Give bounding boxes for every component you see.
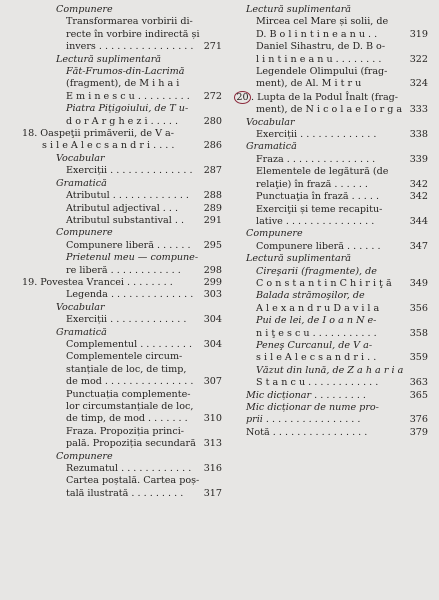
toc-entry: [22, 351, 222, 363]
toc-page-number: 271: [203, 41, 222, 53]
toc-entry: [236, 78, 428, 90]
toc-entry-text: Fraza . . . . . . . . . . . . . . .: [256, 153, 376, 165]
toc-entry: [22, 103, 222, 115]
toc-page-number: 365: [409, 389, 428, 401]
toc-entry: [236, 216, 428, 228]
toc-entry-text: Legenda . . . . . . . . . . . . . .: [66, 289, 194, 301]
toc-entry-text: ment), de Al. M i t r u: [256, 78, 362, 90]
toc-entry: [236, 390, 428, 402]
toc-entry-text: Exerciții . . . . . . . . . . . . .: [256, 129, 377, 141]
toc-entry: [22, 376, 222, 388]
toc-entry-text: l i n t i n e a n u . . . . . . . .: [256, 53, 382, 65]
toc-entry: [22, 227, 222, 239]
toc-entry: [236, 377, 428, 389]
toc-page-number: 324: [409, 78, 428, 90]
toc-entry-text: Peneş Curcanul, de V a-: [256, 339, 373, 351]
toc-entry-text: Compunere: [56, 227, 113, 239]
toc-entry-text: Exerciţii și teme recapitu-: [256, 203, 383, 215]
toc-entry-text: Exerciții . . . . . . . . . . . . . .: [66, 165, 193, 177]
toc-entry: [236, 91, 428, 104]
toc-entry: [236, 179, 428, 191]
toc-page-number: 307: [203, 376, 222, 388]
toc-entry: [236, 228, 428, 240]
toc-entry: [236, 427, 428, 439]
toc-entry: [22, 327, 222, 339]
toc-entry: [236, 253, 428, 265]
toc-entry-text: Atributul substantival . .: [66, 214, 184, 226]
toc-entry-text: Exerciții . . . . . . . . . . . . .: [66, 314, 187, 326]
toc-entry-text: Vocabular: [56, 301, 105, 313]
toc-entry: [236, 129, 428, 141]
toc-page-number: 358: [409, 327, 428, 339]
toc-entry: [22, 401, 222, 413]
toc-entry: [22, 54, 222, 66]
toc-entry: [236, 166, 428, 178]
toc-entry: [236, 315, 428, 327]
toc-entry-text: stanțiale de loc, de timp,: [66, 363, 187, 375]
toc-entry-text: A l e x a n d r u D a v i l a: [256, 302, 380, 314]
toc-entry-text: Balada strămoşilor, de: [256, 290, 365, 302]
toc-entry-text: pală. Propoziția secundară: [66, 438, 196, 450]
toc-entry-text: Mircea cel Mare și solii, de: [256, 16, 389, 28]
toc-entry: [236, 154, 428, 166]
toc-page-number: 272: [203, 90, 222, 102]
toc-entry: [236, 141, 428, 153]
toc-entry: [22, 66, 222, 78]
toc-entry-text: Prietenul meu — compune-: [66, 252, 199, 264]
toc-entry: [22, 252, 222, 264]
toc-page-number: 286: [203, 140, 222, 152]
toc-entry: [22, 4, 222, 16]
toc-page-number: 379: [409, 426, 428, 438]
toc-page-number: 356: [409, 302, 428, 314]
toc-page-number: 299: [203, 276, 222, 288]
toc-entry: [22, 78, 222, 90]
toc-entry: [22, 165, 222, 177]
toc-entry-text: Compunere liberă . . . . . .: [66, 239, 191, 251]
toc-entry: [236, 54, 428, 66]
toc-entry-text: lor circumstanțiale de loc,: [66, 401, 194, 412]
toc-entry-text: Lectură suplimentară: [246, 4, 352, 15]
toc-entry: [22, 475, 222, 487]
toc-entry-text: Fraza. Propoziția princi-: [66, 425, 185, 437]
toc-entry: [22, 203, 222, 215]
toc-page-number: 363: [409, 377, 428, 389]
toc-entry: [236, 204, 428, 216]
toc-entry: [22, 389, 222, 401]
toc-entry: [22, 178, 222, 190]
toc-page-number: 289: [203, 202, 222, 214]
toc-entry-text: Daniel Sihastru, de D. B o-: [256, 41, 386, 53]
toc-entry: [236, 241, 428, 253]
toc-entry-text: 20 . Lupta de la Podul Înalt (frag-: [236, 91, 398, 104]
toc-page-number: 316: [203, 463, 222, 475]
toc-entry-text: (fragment), de M i h a i: [66, 78, 180, 90]
toc-page-number: 349: [409, 277, 428, 289]
toc-entry: [22, 302, 222, 314]
toc-entry: [22, 153, 222, 165]
toc-entry: [22, 29, 222, 41]
toc-entry: [22, 451, 222, 463]
toc-page-number: 291: [203, 214, 222, 226]
toc-entry-text: relaţie) în frază . . . . . .: [256, 178, 368, 190]
toc-entry-text: tală ilustrată . . . . . . . . .: [66, 487, 184, 499]
toc-entry-text: prii . . . . . . . . . . . . . . . .: [246, 414, 361, 426]
toc-page-number: 313: [203, 438, 222, 450]
toc-page-number: 319: [409, 28, 428, 40]
toc-entry-text: 19. Povestea Vrancei . . . . . . . .: [22, 276, 173, 288]
toc-entry: [22, 488, 222, 500]
toc-entry: [22, 140, 222, 152]
toc-page-number: 304: [203, 338, 222, 350]
toc-entry: [22, 438, 222, 450]
toc-entry-text: Gramatică: [246, 141, 297, 153]
toc-entry-text: Piatra Pițigoiului, de T u-: [66, 103, 189, 115]
toc-page-number: 295: [203, 239, 222, 251]
toc-page-number: 342: [409, 191, 428, 203]
toc-entry: [22, 240, 222, 252]
toc-entry: [236, 191, 428, 203]
toc-page-number: 342: [409, 178, 428, 190]
toc-entry-text: Atributul adjectival . . .: [66, 202, 179, 214]
toc-entry: [236, 266, 428, 278]
toc-entry-text: Compunere: [246, 228, 303, 240]
toc-entry-text: n i ţ e s c u . . . . . . . . . . .: [256, 327, 377, 339]
toc-entry-text: Legendele Olimpului (frag-: [256, 66, 388, 78]
toc-entry: [22, 314, 222, 326]
toc-entry: [22, 364, 222, 376]
toc-entry-text: Cartea poștală. Cartea poș-: [66, 475, 200, 487]
toc-page-number: 344: [409, 215, 428, 227]
toc-entry: [22, 16, 222, 28]
toc-entry: [22, 463, 222, 475]
toc-entry-text: D. B o l i n t i n e a n u . .: [256, 28, 378, 40]
toc-entry: [236, 66, 428, 78]
toc-page-number: 280: [203, 115, 222, 127]
toc-entry-text: C o n s t a n t i n C h i r i ţ ă: [256, 277, 392, 289]
toc-entry-text: Cireşarii (fragmente), de: [256, 265, 377, 277]
toc-entry: [22, 277, 222, 289]
toc-entry: [236, 365, 428, 377]
toc-page-number: 347: [409, 240, 428, 252]
toc-entry-text: Mic dicționar de nume pro-: [246, 402, 379, 413]
toc-entry: [22, 413, 222, 425]
toc-entry-text: S t a n c u . . . . . . . . . . . .: [256, 377, 379, 389]
toc-right-column: [236, 4, 428, 439]
toc-page-number: 359: [409, 352, 428, 364]
toc-entry: [236, 303, 428, 315]
toc-entry: [236, 352, 428, 364]
toc-entry: [22, 426, 222, 438]
toc-entry: [22, 289, 222, 301]
toc-page-number: 310: [203, 413, 222, 425]
toc-entry: [22, 116, 222, 128]
toc-page-number: 339: [409, 153, 428, 165]
toc-page-number: 288: [203, 190, 222, 202]
toc-entry-text: Vocabular: [246, 116, 295, 128]
toc-entry-text: Compunere: [56, 450, 113, 462]
toc-entry: [22, 41, 222, 53]
toc-entry: [22, 190, 222, 202]
toc-entry: [22, 91, 222, 103]
toc-left-column: [22, 4, 222, 500]
toc-entry: [236, 4, 428, 16]
toc-page-number: 304: [203, 314, 222, 326]
toc-entry-text: lative . . . . . . . . . . . . . . .: [256, 215, 375, 227]
toc-entry: [236, 16, 428, 28]
toc-entry-text: 18. Oaspeţii primăverii, de V a-: [22, 128, 175, 140]
toc-entry-text: E m i n e s c u . . . . . . . . .: [66, 90, 190, 102]
toc-page-number: 322: [409, 53, 428, 65]
toc-entry-text: Notă . . . . . . . . . . . . . . . .: [246, 426, 368, 438]
toc-entry-text: Complementele circum-: [66, 351, 183, 363]
toc-page-number: 317: [203, 487, 222, 499]
toc-entry: [236, 340, 428, 352]
toc-entry-text: Transformarea vorbirii di-: [66, 16, 193, 28]
toc-entry-text: Atributul . . . . . . . . . . . . .: [66, 190, 189, 202]
toc-entry-text: de mod . . . . . . . . . . . . . . .: [66, 376, 194, 388]
toc-entry-text: Gramatică: [56, 177, 107, 189]
toc-entry-text: Văzut din lună, de Z a h a r i a: [256, 364, 404, 376]
toc-entry: [22, 339, 222, 351]
toc-page-number: 303: [203, 289, 222, 301]
toc-entry-text: re liberă . . . . . . . . . . . .: [66, 264, 181, 276]
toc-entry: [22, 128, 222, 140]
toc-entry: [236, 290, 428, 302]
toc-page-number: 376: [409, 414, 428, 426]
toc-entry-text: Pui de lei, de I o a n N e-: [256, 315, 377, 327]
toc-entry-text: Rezumatul . . . . . . . . . . . .: [66, 463, 192, 475]
toc-entry: [236, 41, 428, 53]
toc-entry-text: Complementul . . . . . . . . .: [66, 338, 193, 350]
toc-entry-text: Vocabular: [56, 152, 105, 164]
toc-page-number: 298: [203, 264, 222, 276]
toc-page-number: 287: [203, 165, 222, 177]
toc-entry-text: Elementele de legătură (de: [256, 166, 389, 178]
toc-entry-text: Lectură suplimentară: [246, 253, 352, 265]
toc-entry-text: recte în vorbire indirectă și: [66, 28, 200, 40]
circled-number-annotation: 20: [234, 91, 251, 104]
toc-entry-text: s i l e A l e c s a n d r i . .: [256, 352, 377, 364]
toc-page-number: 338: [409, 129, 428, 141]
toc-entry-text: ment), de N i c o l a e I o r g a: [256, 104, 403, 116]
toc-entry-text: Lectură suplimentară: [56, 53, 162, 65]
toc-entry-text: Compunere liberă . . . . . .: [256, 240, 381, 252]
toc-entry-text: s i l e A l e c s a n d r i . . . .: [42, 140, 175, 152]
toc-entry: [236, 414, 428, 426]
toc-entry: [236, 117, 428, 129]
toc-entry: [236, 104, 428, 116]
toc-entry-text: de timp, de mod . . . . . . .: [66, 413, 188, 425]
toc-entry: [236, 328, 428, 340]
toc-entry-text: Mic dicționar . . . . . . . . .: [246, 389, 366, 401]
toc-entry-text: Gramatică: [56, 326, 107, 338]
toc-entry: [236, 402, 428, 414]
toc-entry-text: invers . . . . . . . . . . . . . . . .: [66, 41, 194, 53]
toc-entry-text: Făt-Frumos-din-Lacrimă: [66, 66, 185, 78]
toc-entry-text: Compunere: [56, 4, 113, 15]
toc-entry-text: Punctuaţia în frază . . . . .: [256, 191, 380, 203]
toc-entry: [236, 278, 428, 290]
toc-page-number: 333: [409, 104, 428, 116]
toc-entry: [22, 265, 222, 277]
toc-entry-text: d o r A r g h e z i . . . . .: [66, 115, 179, 127]
toc-entry: [236, 29, 428, 41]
toc-entry-text: Punctuația complemente-: [66, 388, 191, 400]
toc-entry: [22, 215, 222, 227]
